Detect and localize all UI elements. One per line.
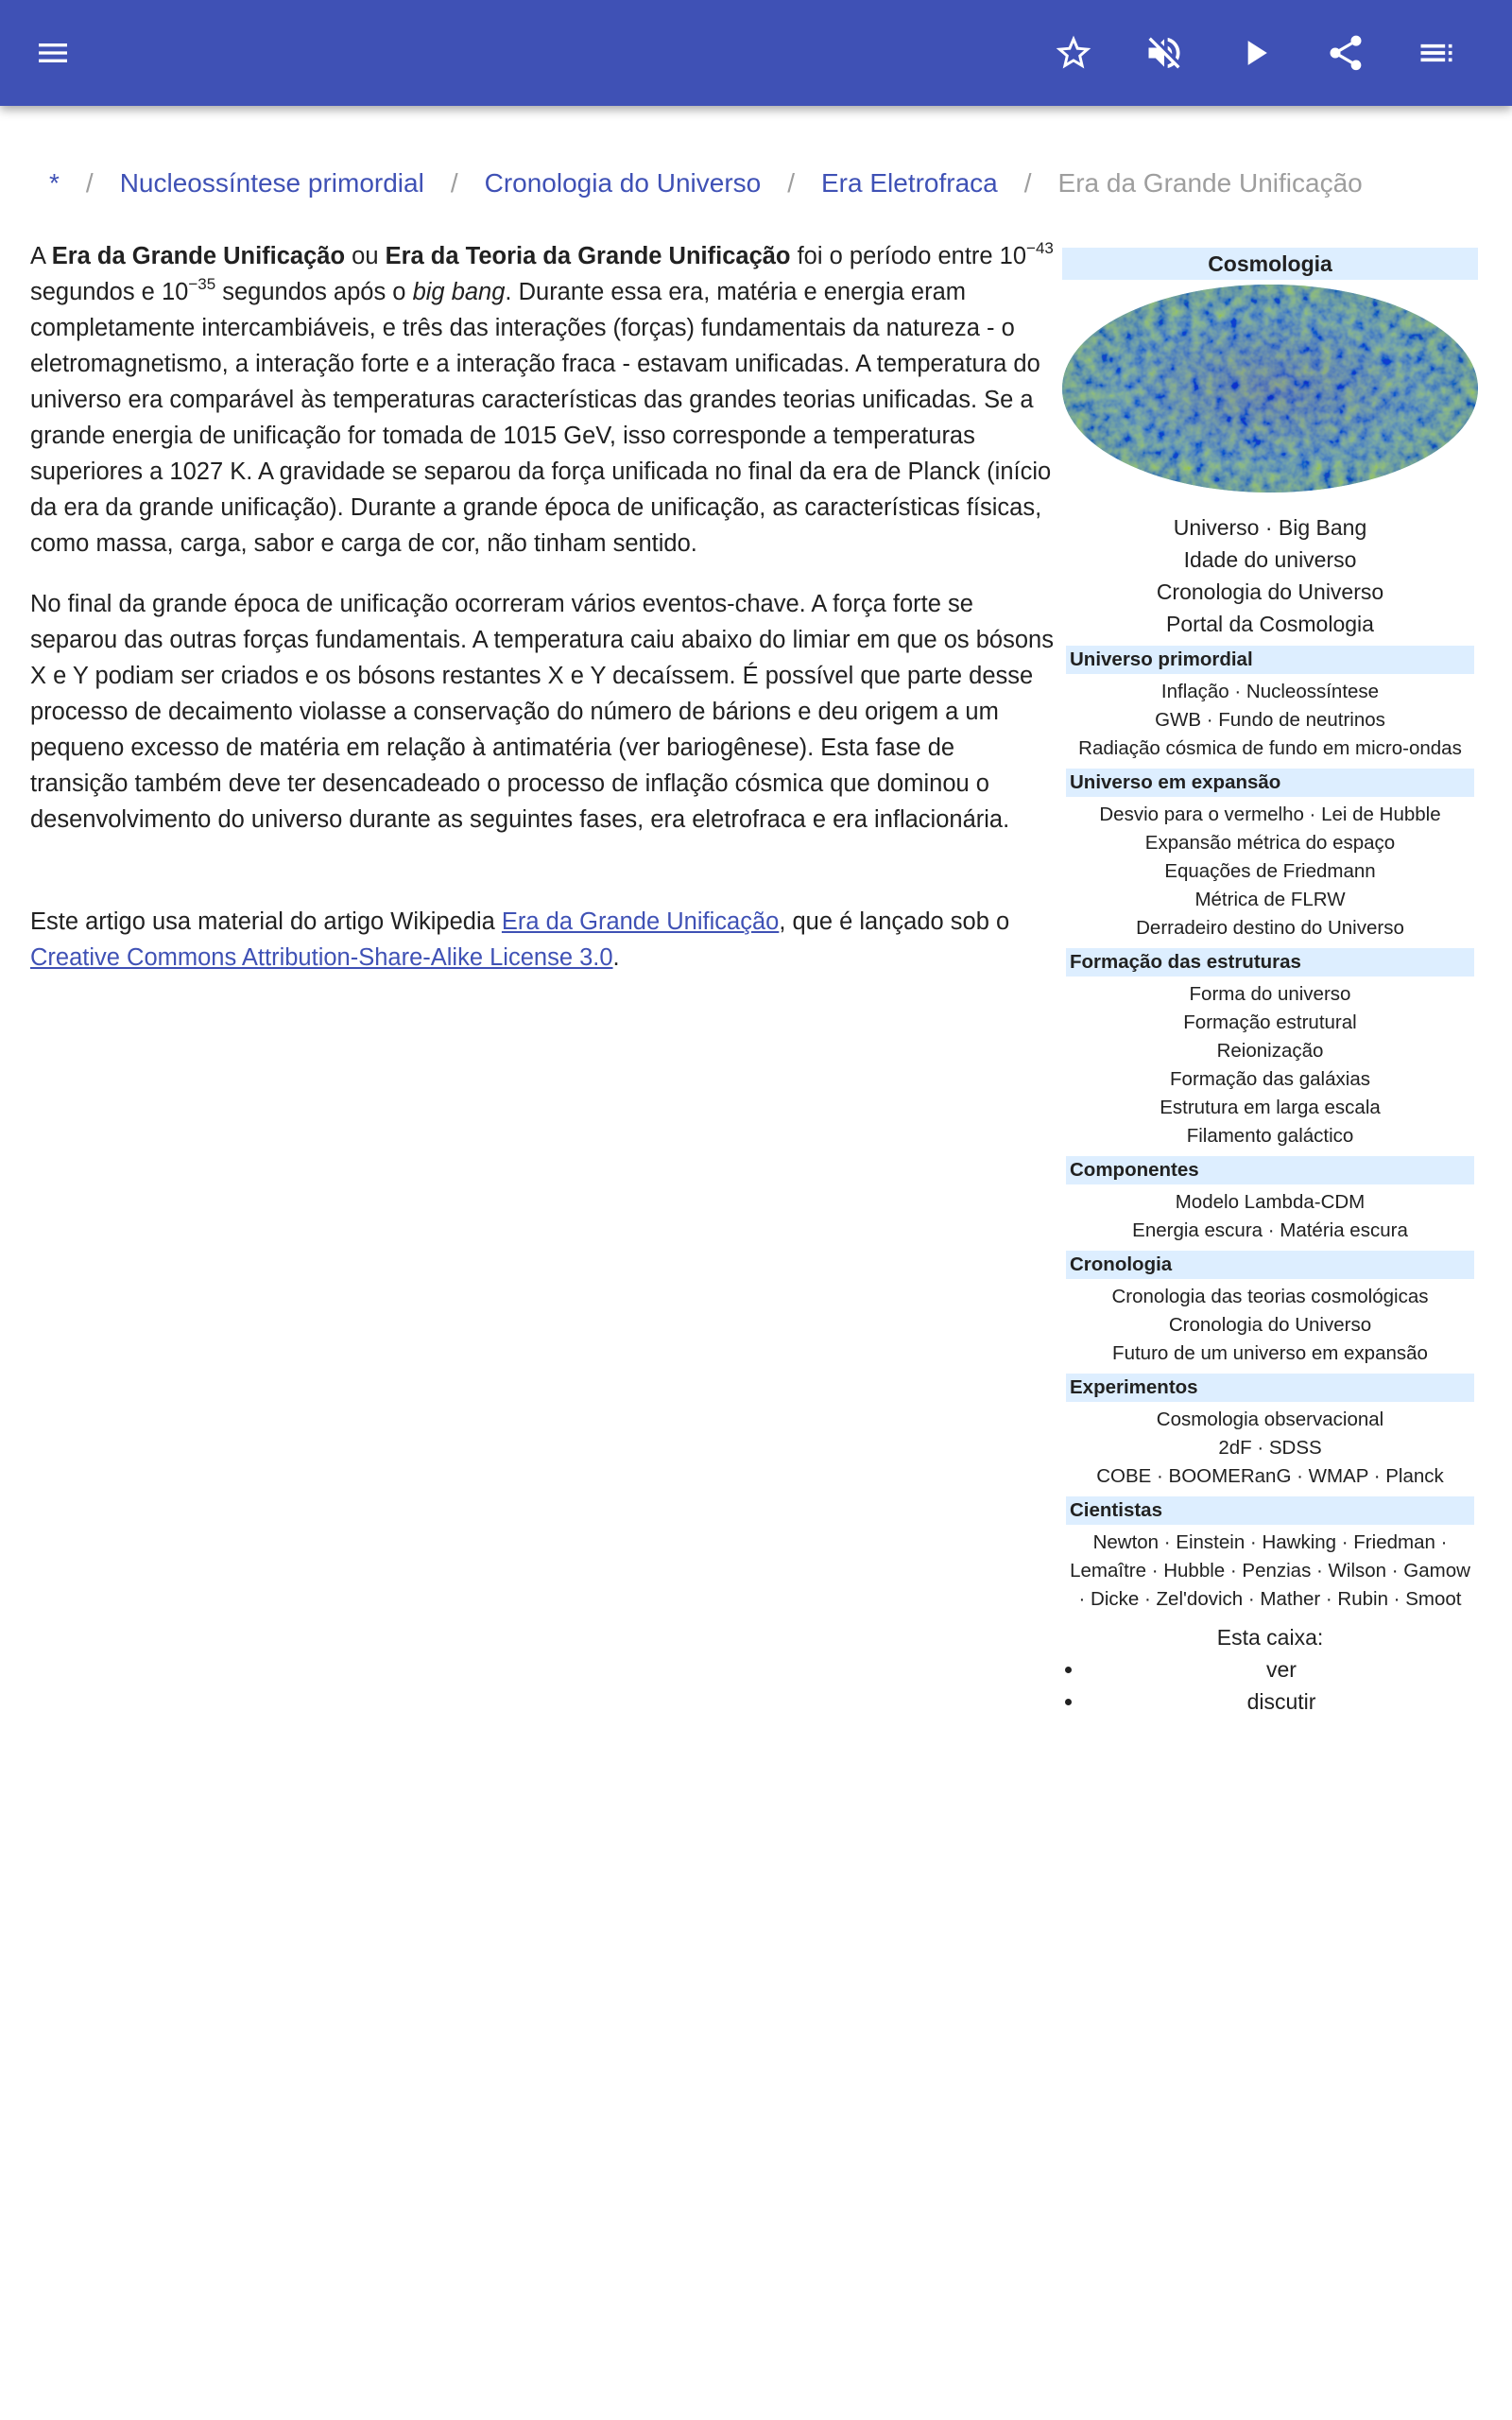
paragraph — [30, 238, 1056, 562]
license-link[interactable]: Creative Commons Attribution-Share-Alike License 3.0 — [30, 944, 613, 971]
breadcrumb-current: Era da Grande Unificação — [1057, 168, 1363, 198]
infobox-section-items — [1062, 1406, 1478, 1491]
infobox-section-header: Componentes — [1066, 1156, 1474, 1184]
infobox-link[interactable]: Energia escura · Matéria escura — [1132, 1219, 1408, 1241]
infobox-link[interactable]: Formação estrutural — [1183, 1011, 1357, 1033]
infobox-link[interactable]: Reionização — [1216, 1040, 1324, 1062]
infobox-link[interactable]: Estrutura em larga escala — [1160, 1097, 1381, 1118]
infobox-link[interactable]: 2dF · SDSS — [1218, 1437, 1322, 1459]
italic-term: big bang — [412, 279, 506, 305]
infobox-link[interactable]: Desvio para o vermelho · Lei de Hubble — [1099, 804, 1441, 825]
text: . — [612, 944, 620, 971]
text: , que é lançado sob o — [779, 908, 1010, 935]
infobox-link[interactable]: Inflação · Nucleossíntese — [1160, 681, 1380, 702]
view-link[interactable]: • ver — [1085, 1653, 1478, 1685]
bold-term: Era da Grande Unificação — [51, 243, 346, 269]
attribution — [30, 904, 1056, 976]
text: Este artigo usa material do artigo Wikipedia — [30, 908, 502, 935]
breadcrumb-home[interactable]: * — [49, 168, 60, 198]
breadcrumb-item[interactable]: Nucleossíntese primordial — [119, 168, 424, 198]
infobox-footer — [1062, 1621, 1478, 1718]
infobox-link[interactable]: Futuro de um universo em expansão — [1112, 1342, 1428, 1364]
volume-off-icon[interactable] — [1142, 30, 1187, 76]
app-bar — [0, 0, 1512, 106]
infobox-link[interactable]: COBE · BOOMERanG · WMAP · Planck — [1096, 1465, 1444, 1487]
infobox-link[interactable]: Cronologia das teorias cosmológicas — [1111, 1286, 1429, 1307]
infobox-section-items — [1062, 1283, 1478, 1368]
infobox-link[interactable]: Cronologia do Universo — [1156, 579, 1384, 604]
infobox-section-header: Universo em expansão — [1066, 769, 1474, 797]
infobox-link[interactable]: Expansão métrica do espaço — [1144, 832, 1396, 854]
infobox-section-header: Formação das estruturas — [1066, 948, 1474, 977]
infobox-section-items — [1062, 801, 1478, 942]
breadcrumb-item[interactable]: Era Eletrofraca — [821, 168, 998, 198]
menu-icon[interactable] — [30, 30, 76, 76]
cmb-map-image — [1062, 284, 1478, 502]
text: ou — [345, 243, 386, 269]
infobox-section-items — [1062, 980, 1478, 1150]
infobox-section-items — [1062, 678, 1478, 763]
breadcrumb-item[interactable]: Cronologia do Universo — [484, 168, 762, 198]
infobox-cosmologia — [1062, 248, 1478, 1718]
playlist-icon[interactable] — [1414, 30, 1459, 76]
infobox-link[interactable]: Filamento galáctico — [1186, 1125, 1354, 1147]
infobox-link[interactable]: Equações de Friedmann — [1164, 860, 1376, 882]
article-body — [30, 238, 1056, 1000]
infobox-section-header: Experimentos — [1066, 1374, 1474, 1402]
infobox-title: Cosmologia — [1062, 248, 1478, 280]
infobox-link[interactable]: GWB · Fundo de neutrinos — [1155, 709, 1385, 731]
infobox-section-header: Cientistas — [1066, 1496, 1474, 1525]
infobox-section-items — [1062, 1188, 1478, 1245]
breadcrumb-separator: / — [1023, 168, 1032, 198]
text: segundos e 10 — [30, 279, 189, 305]
breadcrumb-separator: / — [85, 168, 94, 198]
infobox-link[interactable]: Forma do universo — [1189, 983, 1351, 1005]
breadcrumb — [49, 168, 1363, 199]
breadcrumb-separator: / — [787, 168, 795, 198]
infobox-link[interactable]: Cosmologia observacional — [1156, 1409, 1384, 1430]
paragraph: No final da grande época de unificação ocorreram vários eventos-chave. A força forte se separou das outras forças fundamentais. A temperatura caiu abaixo do limiar em que os bósons X e Y podiam ser criados e os bósons restantes X e Y decaíssem. É possível que parte desse processo de decaimento violasse a conservação do número de bárions e deu origem a um pequeno excesso de matéria em relação à antimatéria (ver bariogênese). Esta fase de transição também deve ter desencadeado o processo de inflação cósmica que dominou o desenvolvimento do universo durante as seguintes fases, era eletrofraca e era inflacionária. — [30, 591, 1054, 833]
infobox-section-header: Cronologia — [1066, 1251, 1474, 1279]
bold-term: Era da Teoria da Grande Unificação — [385, 243, 791, 269]
wikipedia-article-link[interactable]: Era da Grande Unificação — [501, 908, 780, 935]
infobox-link[interactable]: Derradeiro destino do Universo — [1136, 917, 1404, 939]
infobox-link[interactable]: Portal da Cosmologia — [1166, 612, 1374, 636]
exponent: −35 — [188, 275, 216, 293]
breadcrumb-separator: / — [450, 168, 458, 198]
infobox-link[interactable]: Newton · Einstein · Hawking · Friedman · — [1092, 1531, 1448, 1553]
infobox-link[interactable]: Cronologia do Universo — [1168, 1314, 1372, 1336]
infobox-link[interactable]: Universo · Big Bang — [1173, 515, 1367, 540]
exponent: −43 — [1026, 239, 1054, 257]
infobox-link[interactable]: Métrica de FLRW — [1194, 889, 1346, 910]
infobox-link[interactable]: Lemaître · Hubble · Penzias · Wilson · Gamow — [1070, 1560, 1470, 1582]
infobox-section-header: Universo primordial — [1066, 646, 1474, 674]
infobox-link[interactable]: · Dicke · Zel'dovich · Mather · Rubin · Smoot — [1078, 1588, 1462, 1610]
star-icon[interactable] — [1051, 30, 1096, 76]
text: segundos após o — [215, 279, 413, 305]
infobox-main-links — [1062, 511, 1478, 640]
play-icon[interactable] — [1232, 30, 1278, 76]
infobox-link[interactable]: Modelo Lambda-CDM — [1175, 1191, 1366, 1213]
infobox-link[interactable]: Radiação cósmica de fundo em micro-ondas — [1078, 737, 1462, 759]
share-icon[interactable] — [1323, 30, 1368, 76]
footer-label: Esta caixa: — [1216, 1625, 1324, 1650]
infobox-section-items — [1062, 1529, 1478, 1614]
text: . Durante essa era, matéria e energia eram completamente intercambiáveis, e três das interações (forças) fundamentais da natureza - o eletromagnetismo, a interação forte e a interação fraca - estavam unificadas. A temperatura do universo era comparável às temperaturas características das grandes teorias unificadas. Se a grande energia de unificação for tomada de 1015 GeV, isso corresponde a temperaturas superiores a 1027 K. A gravidade se separou da força unificada no final da era de Planck (início da era da grande unificação). Durante a grande época de unificação, as características físicas, como massa, carga, sabor e carga de cor, não tinham sentido. — [30, 279, 1052, 557]
infobox-link[interactable]: Idade do universo — [1183, 547, 1357, 572]
infobox-link[interactable]: Formação das galáxias — [1170, 1068, 1370, 1090]
discuss-link[interactable]: • discutir — [1085, 1685, 1478, 1718]
text: foi o período entre 10 — [790, 243, 1027, 269]
text: A — [30, 243, 52, 269]
